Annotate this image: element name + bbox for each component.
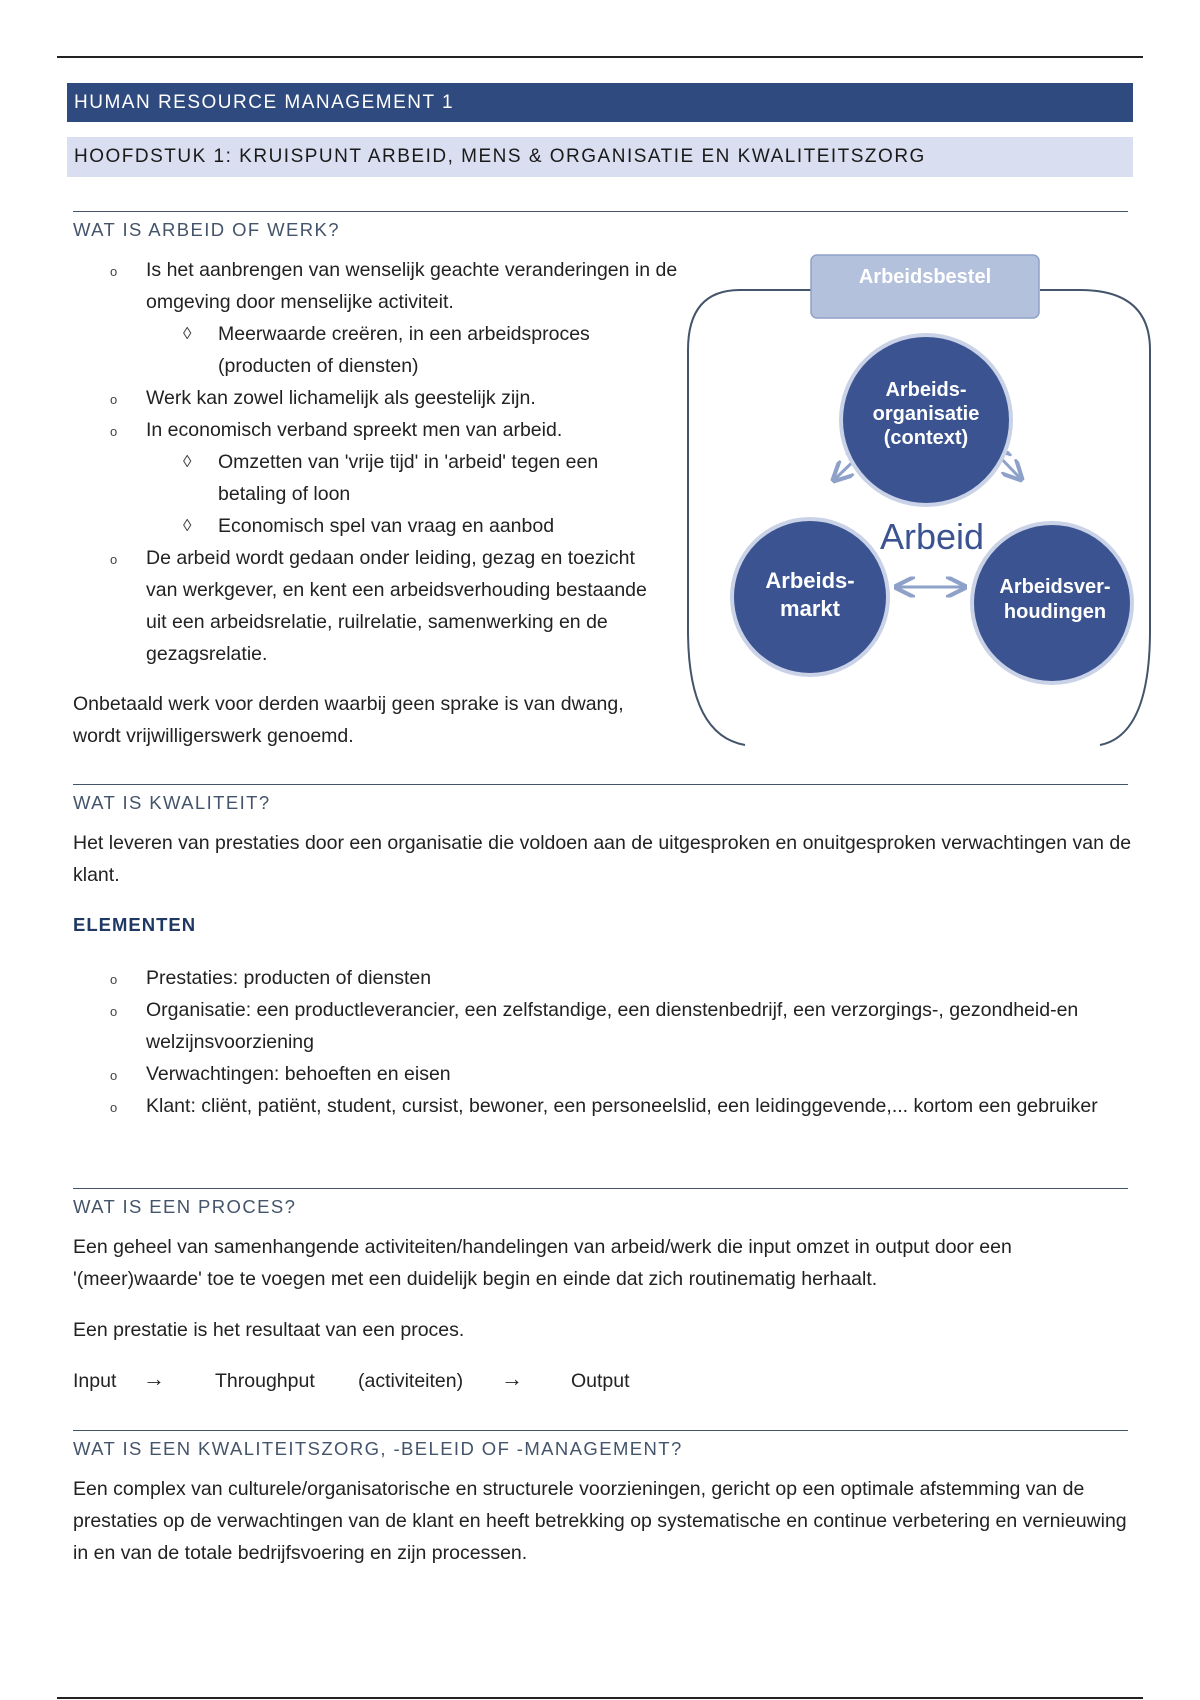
circle-label: Arbeids- (765, 568, 855, 593)
section-title-kwaliteit: WAT IS KWALITEIT? (73, 792, 271, 813)
top-rule (57, 56, 1143, 58)
bottom-rule (57, 1697, 1143, 1699)
section-rule (73, 211, 1128, 212)
chapter-title: HOOFDSTUK 1: KRUISPUNT ARBEID, MENS & ORGANISATIE EN KWALITEITSZORG (74, 146, 926, 167)
list-item-text: Is het aanbrengen van wenselijk geachte veranderingen in de omgeving door menselijke activiteit. (146, 259, 678, 313)
bullet-diamond-icon: ◊ (183, 452, 192, 471)
arbeidsbestel-diagram (680, 250, 1160, 750)
circle-label: organisatie (872, 403, 980, 425)
vrijwilligerswerk-paragraph: Onbetaald werk voor derden waarbij geen sprake is van dwang, wordt vrijwilligerswerk genoemd. (73, 693, 624, 747)
circle-label: markt (780, 596, 840, 621)
document-title: HUMAN RESOURCE MANAGEMENT 1 (74, 91, 455, 113)
list-item-text: Economisch spel van vraag en aanbod (218, 515, 555, 537)
section-title-kwaliteitszorg: WAT IS EEN KWALITEITSZORG, -BELEID OF -MANAGEMENT? (73, 1438, 683, 1459)
bullet-diamond-icon: ◊ (183, 324, 192, 343)
elementen-heading: ELEMENTEN (73, 914, 197, 935)
kwaliteitszorg-paragraph: Een complex van culturele/organisatorische en structurele voorzieningen, gericht op een optimale afstemming van de prestaties op de verwachtingen van de klant en heeft betrekking op systematische en continue verbetering en vernieuwing in en van de totale bedrijfsvoering en zijn processen. (73, 1478, 1127, 1564)
circle-label: (context) (883, 427, 969, 449)
flow-activities: (activiteiten) (358, 1370, 464, 1392)
section-title-proces: WAT IS EEN PROCES? (73, 1196, 297, 1217)
document-title-banner (67, 83, 1133, 122)
flow-input: Input (73, 1370, 117, 1392)
list-item-text: Verwachtingen: behoeften en eisen (146, 1063, 451, 1085)
flow-throughput: Throughput (215, 1370, 315, 1392)
kwaliteit-paragraph: Het leveren van prestaties door een organisatie die voldoen aan de uitgesproken en onuitgesproken verwachtingen van de klant. (73, 832, 1132, 886)
section-title-arbeid: WAT IS ARBEID OF WERK? (73, 219, 340, 240)
section-rule (73, 1430, 1128, 1431)
section-rule (73, 784, 1128, 785)
bullet-circle-icon: o (110, 552, 118, 567)
circle-label: Arbeids- (885, 379, 967, 401)
flow-output: Output (571, 1370, 630, 1392)
arbeidsbestel-label: Arbeidsbestel (858, 266, 992, 288)
list-item-text: In economisch verband spreekt men van arbeid. (146, 419, 563, 441)
bullet-circle-icon: o (110, 972, 118, 987)
list-item-text: Klant: cliënt, patiënt, student, cursist, bewoner, een personeelslid, een leidinggevende,... kortom een gebruiker (146, 1095, 1098, 1117)
list-item-text: Prestaties: producten of diensten (146, 967, 432, 989)
bullet-circle-icon: o (110, 424, 118, 439)
prestatie-paragraph: Een prestatie is het resultaat van een proces. (73, 1319, 465, 1341)
list-item-text: Meerwaarde creëren, in een arbeidsproces (producten of diensten) (218, 323, 590, 377)
bullet-circle-icon: o (110, 1004, 118, 1019)
diagram-frame (688, 290, 815, 745)
proces-paragraph: Een geheel van samenhangende activiteiten/handelingen van arbeid/werk die input omzet in output door een '(meer)waarde' toe te voegen met een duidelijk begin en einde dat zich routinematig herhaalt. (73, 1236, 1012, 1290)
circle-label: Arbeidsver- (999, 576, 1111, 598)
chapter-title-banner (67, 137, 1133, 177)
center-label-arbeid: Arbeid (879, 516, 985, 557)
list-item-text: Werk kan zowel lichamelijk als geestelijk zijn. (146, 387, 536, 409)
bullet-circle-icon: o (110, 1100, 118, 1115)
bullet-circle-icon: o (110, 1068, 118, 1083)
list-item-text: De arbeid wordt gedaan onder leiding, gezag en toezicht van werkgever, en kent een arbeidsverhouding bestaande uit een arbeidsrelatie, ruilrelatie, samenwerking en de gezagsrelatie. (146, 547, 647, 665)
arrow-right-icon: → (143, 1366, 165, 1391)
list-item-text: Omzetten van 'vrije tijd' in 'arbeid' tegen een betaling of loon (218, 451, 599, 505)
bullet-diamond-icon: ◊ (183, 516, 192, 535)
section-rule (73, 1188, 1128, 1189)
circle-label: houdingen (1003, 601, 1107, 623)
arrow-right-icon: → (501, 1366, 523, 1391)
bullet-circle-icon: o (110, 264, 118, 279)
list-item-text: Organisatie: een productleverancier, een zelfstandige, een dienstenbedrijf, een verzorgings-, gezondheid-en welzijnsvoorziening (146, 999, 1079, 1053)
bullet-circle-icon: o (110, 392, 118, 407)
